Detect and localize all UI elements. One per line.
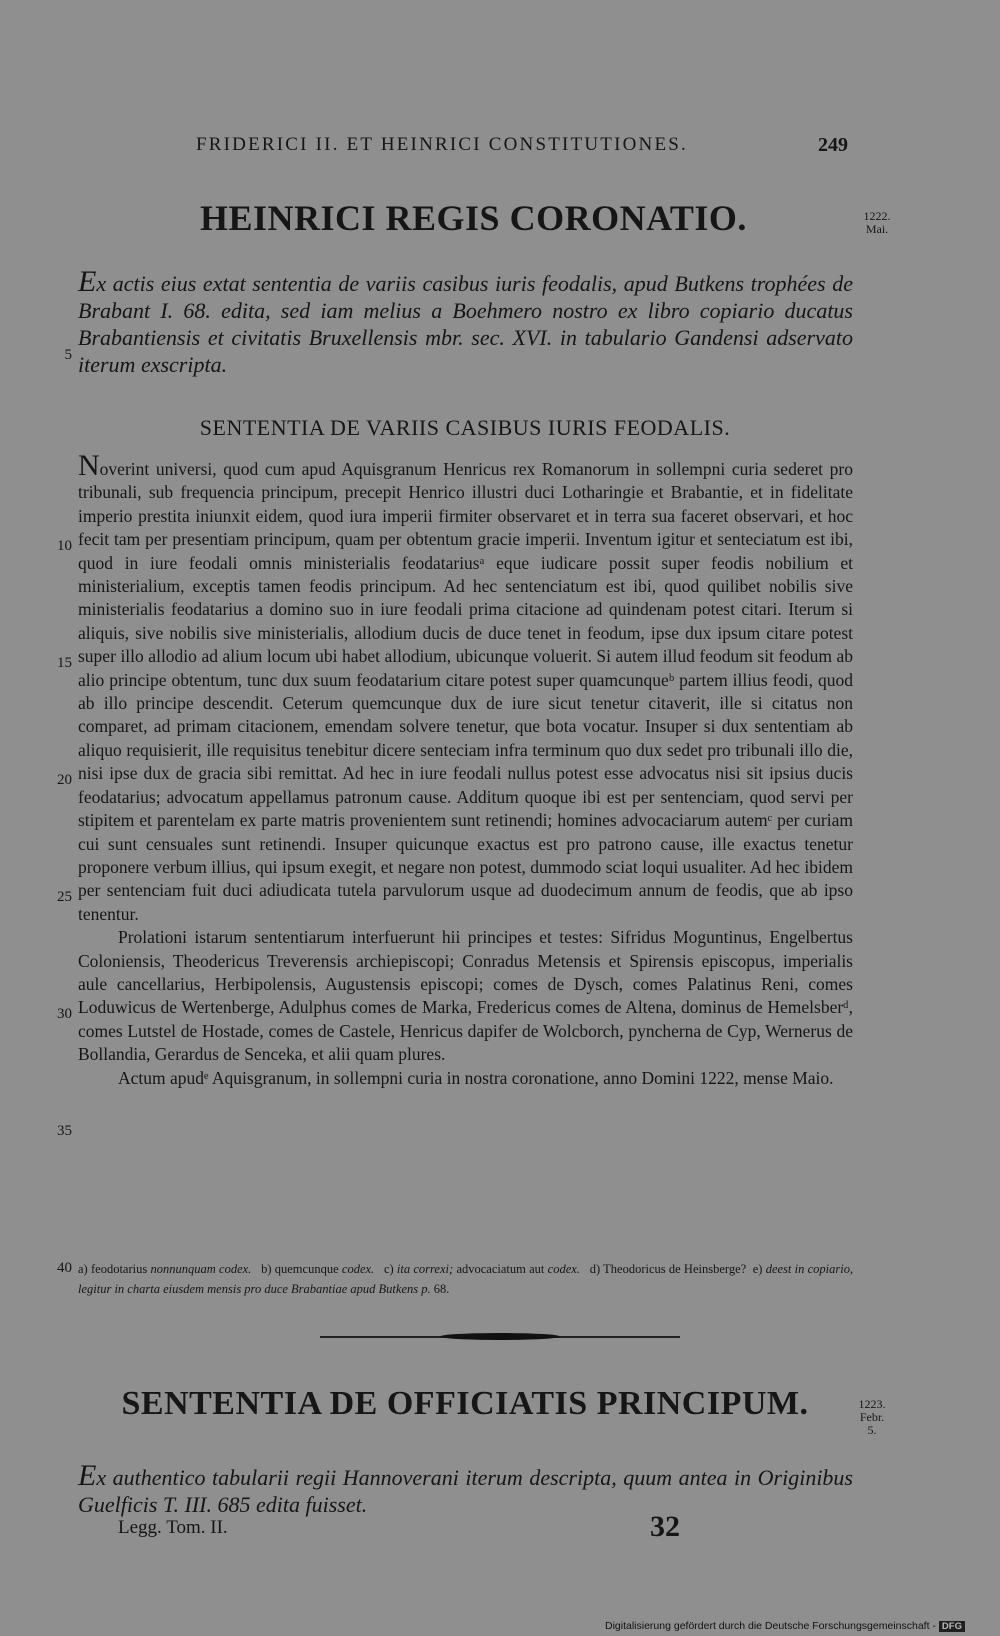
margin-date-year: 1223. (858, 1397, 886, 1411)
line-number: 25 (57, 889, 72, 905)
line-number: 15 (57, 655, 72, 671)
main-text (78, 449, 853, 1090)
section-title-officiatis: SENTENTIA DE OFFICIATIS PRINCIPUM. (121, 1385, 809, 1422)
margin-date-day: 5. (867, 1423, 877, 1437)
paragraph-2: Prolationi istarum sententiarum interfuerunt hii principes et testes: Sifridus Moguntinus, Engelbertus Coloniensis, Theodericus Treverensis archiepiscopi; Conradus Metensis et Spirensis episcopus, imperialis aule cancellarius, Herbipolensis, Augustensis episcopi; comes de Dysch, comes Palatinus Reni, comes Loduwicus de Wertenberge, Adulphus comes de Marka, Fredericus comes de Altena, dominus de Hemelsberᵈ, comes Lutstel de Hostade, comes de Castele, Henricus dapifer de Wolcborch, pyncherna de Cyp, Wernerus de Bollandia, Gerardus de Senceka, et alii quam plures. (78, 927, 853, 1065)
margin-date-1222 (855, 210, 899, 236)
margin-date-month: Mai. (865, 222, 889, 236)
line-number: 35 (57, 1123, 72, 1139)
line-number: 20 (57, 772, 72, 788)
margin-date-year: 1222. (863, 209, 891, 223)
paragraph-3: Actum apudᵉ Aquisgranum, in sollempni curia in nostra coronatione, anno Domini 1222, mense Maio. (118, 1067, 834, 1088)
margin-date-month: Febr. (859, 1410, 885, 1424)
sententia-heading: SENTENTIA DE VARIIS CASIBUS IURIS FEODALIS. (199, 415, 731, 440)
signature-mark: 32 (650, 1510, 680, 1543)
footnote-c: c) ita correxi; advocaciatum aut codex. (383, 1262, 580, 1276)
source-note-initial: E (78, 265, 97, 298)
line-number: 10 (57, 538, 72, 554)
page-number: 249 (818, 134, 848, 156)
running-title: FRIDERICI II. ET HEINRICI CONSTITUTIONES. (196, 134, 688, 155)
source-note-initial: E (78, 1459, 97, 1492)
footnote-e: e) deest in copiario, legitur in charta eiusdem mensis pro duce Brabantiae apud Butkens p. 68. (78, 1262, 854, 1296)
margin-date-1223 (850, 1398, 894, 1437)
dfg-logo: DFG (939, 1621, 965, 1632)
source-note-1 (78, 265, 853, 378)
paragraph-1-text: overint universi, quod cum apud Aquisgranum Henricus rex Romanorum in sollempni curia sederet pro tribunali, sub frequencia principum, precepit Henrico illustri duci Lotharingie et Brabantie, et in fidelitate imperio prestita iniunxit eidem, quod iura imperii firmiter observaret et in terra sua faceret observari, et hoc fecit tam per presentiam principum, quam per obtentum gracie imperii. Inventum igitur et senteciatum est ibi, quod in iure feodali omnis ministerialis feodatariusᵃ eque iudicare possit super feodis nobilium et ministerialium, exceptis tamen feodis principum. Ad hec sentenciatum est ibi, quod quilibet nobilis sive ministerialis feodatarius a domino suo in iure feodali prima citacione ad quindenam potest citari. Iterum si aliquis, sive nobilis sive ministerialis, allodium ducis de duce tenet in feodum, ipse dux ipsum citare potest super illo allodio ad alium locum ubi habet allodium, ubicunque voluerit. Si autem illud feodum sit feodum ab alio principe obtentum, tunc dux suum feodatarium citare potest super quamcunqueᵇ partem illius feodi, quod ab illo principe descendit. Ceterum quemcunque dux de iure sicut tenetur citaverit, ille si citatus non comparet, ad primam citacionem, emendam solvere tenetur, que bota vocatur. Insuper si dux sententiam ab aliquo requisierit, ille requisitus tenebitur dicere senteciam infra terminum quo dux sedet pro tribunali illo die, nisi ipse dux de gracia sibi remittat. Ad hec in iure feodali nullus potest esse advocatus nisi sit ipsius ducis feodatarius; advocatum appellamus patronum cause. Additum quoque ibi est per sentenciam, quod servi per stipitem et parentelam ex parte matris provenientem sunt retinendi; homines advocaciarum autemᶜ per curiam cui sunt censuales sunt retinendi. Insuper quicunque exactus est pro patrono cause, ille exactus tenetur proponere verbum illius, qui ipsum exegit, et negare non potest, dummodo sciat loqui usualiter. Ad hec ibidem per sentenciam fuit duci adiudicata tutela parvulorum usque ad duodecimum annum de feodis, que ab ipso tenentur. (78, 459, 853, 924)
footnote-a: a) feodotarius nonnunquam codex. (78, 1262, 252, 1276)
line-number: 30 (57, 1006, 72, 1022)
paragraph-1 (78, 449, 853, 926)
section-title-coronatio: HEINRICI REGIS CORONATIO. (200, 198, 747, 238)
digitization-credit (605, 1620, 965, 1632)
credit-text: Digitalisierung gefördert durch die Deutsche Forschungsgemeinschaft - (605, 1620, 936, 1632)
paragraph-initial: N (78, 449, 100, 482)
footnote-d: d) Theodoricus de Heinsberge? (589, 1262, 747, 1276)
section-divider-ornament (440, 1333, 560, 1340)
source-note-2 (78, 1459, 853, 1518)
footnote-b: b) quemcunque codex. (261, 1262, 375, 1276)
volume-label: Legg. Tom. II. (118, 1517, 228, 1538)
line-number: 40 (57, 1260, 72, 1276)
source-note-text: x actis eius extat sententia de variis casibus iuris feodalis, apud Butkens trophées de Brabant I. 68. edita, sed iam melius a Boehmero nostro ex libro copiario ducatus Brabantiensis et civitatis Bruxellensis mbr. sec. XVI. in tabulario Gandensi adservato iterum exscripta. (78, 271, 853, 377)
line-number: 5 (64, 347, 72, 363)
footnotes (78, 1259, 853, 1299)
source-note-text: x authentico tabularii regii Hannoverani iterum descripta, quum antea in Originibus Guelficis T. III. 685 edita fuisset. (78, 1465, 853, 1517)
